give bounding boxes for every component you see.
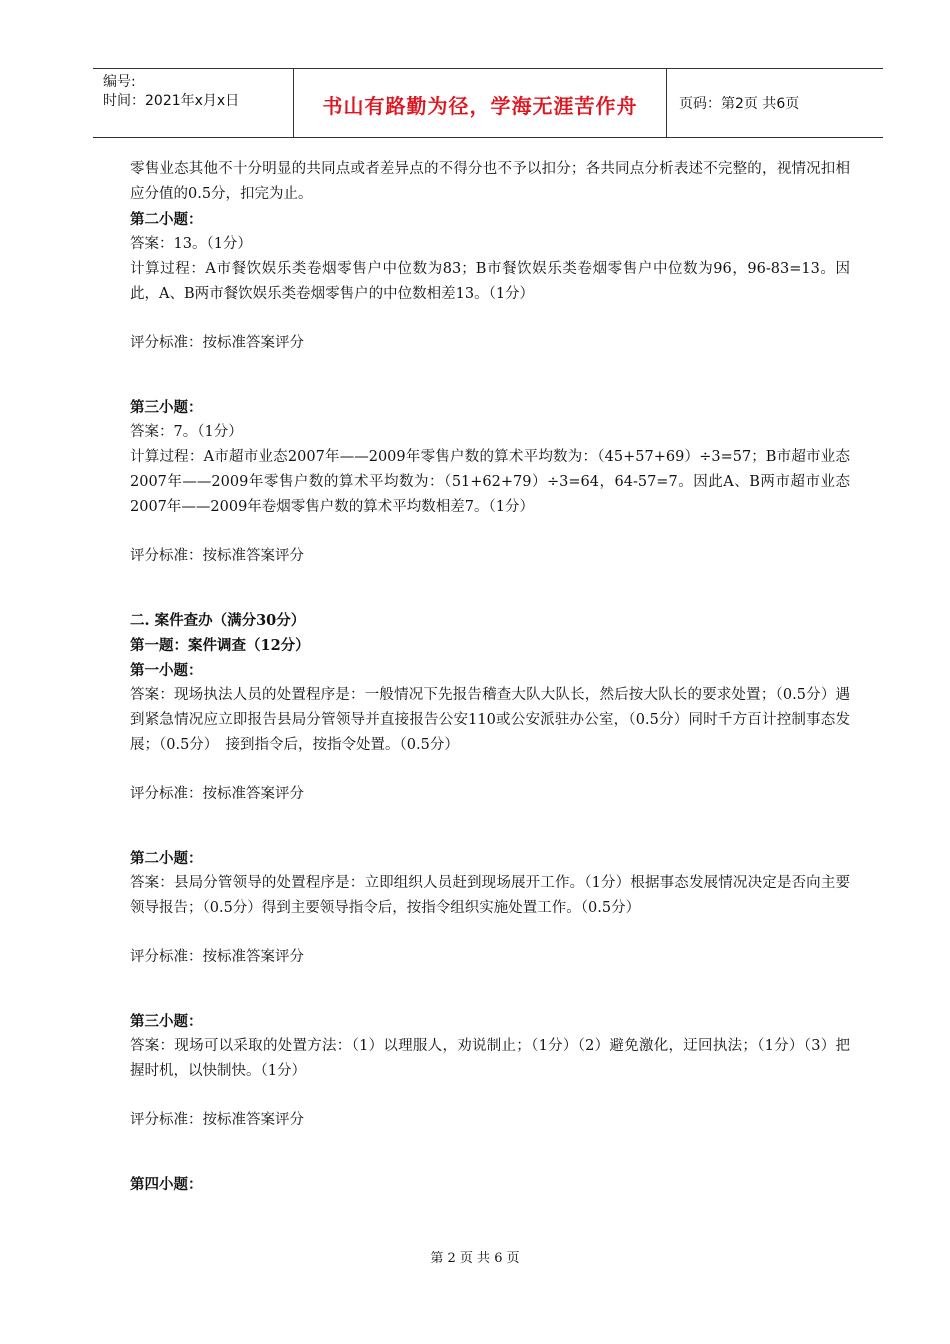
paragraph: 答案：7。（1分） bbox=[130, 424, 243, 440]
section-heading: 第四小题： bbox=[130, 1176, 203, 1193]
header-motto-cell bbox=[294, 69, 667, 137]
section-heading: 第一题：案件调查（12分） bbox=[130, 637, 310, 654]
paragraph: 计算过程：A市餐饮娱乐类卷烟零售户中位数为83；B市餐饮娱乐类卷烟零售户中位数为96，96-83=13。因此，A、B两市餐饮娱乐类卷烟零售户的中位数相差13。（1分） bbox=[130, 261, 850, 302]
paragraph: 评分标准：按标准答案评分 bbox=[130, 1112, 304, 1128]
paragraph-spacer bbox=[130, 970, 850, 1009]
paragraph-spacer bbox=[130, 1133, 850, 1172]
paragraph-spacer bbox=[130, 807, 850, 846]
section-heading: 第三小题： bbox=[130, 1013, 203, 1030]
header-page-label: 页码：第2页 共6页 bbox=[679, 96, 800, 112]
header-page-cell bbox=[667, 69, 883, 137]
header-motto: 书山有路勤为径，学海无涯苦作舟 bbox=[322, 94, 638, 118]
paragraph-spacer bbox=[130, 569, 850, 608]
section-heading: 第三小题： bbox=[130, 399, 203, 416]
paragraph: 答案：县局分管领导的处置程序是：立即组织人员赶到现场展开工作。（1分）根据事态发展情况决定是否向主要领导报告；（0.5分）得到主要领导指令后，按指令组织实施处置工作。（0.5分） bbox=[130, 875, 850, 916]
section-heading: 第二小题： bbox=[130, 850, 203, 867]
section-heading: 第二小题： bbox=[130, 211, 203, 228]
paragraph: 评分标准：按标准答案评分 bbox=[130, 335, 304, 351]
section-heading: 第一小题： bbox=[130, 662, 203, 679]
section-heading: 二. 案件查办（满分30分） bbox=[130, 612, 306, 629]
header-info-cell bbox=[93, 69, 294, 137]
page-header bbox=[93, 68, 883, 138]
paragraph: 评分标准：按标准答案评分 bbox=[130, 548, 304, 564]
serial-label: 编号: bbox=[103, 74, 136, 90]
paragraph: 零售业态其他不十分明显的共同点或者差异点的不得分也不予以扣分；各共同点分析表述不完整的，视情况扣相应分值的0.5分，扣完为止。 bbox=[130, 161, 850, 202]
page-footer: 第 2 页 共 6 页 bbox=[430, 1251, 520, 1266]
paragraph-spacer bbox=[130, 758, 850, 782]
paragraph: 计算过程：A市超市业态2007年——2009年零售户数的算术平均数为：（45+57+69）÷3=57；B市超市业态2007年——2009年零售户数的算术平均数为：（51+62+79）÷3=64，64-57=7。因此A、B两市超市业态2007年——2009年卷烟零售户数的算术平均数相差7。（1分） bbox=[130, 449, 850, 515]
time-label: 时间：2021年x月x日 bbox=[103, 93, 240, 109]
paragraph: 答案：13。（1分） bbox=[130, 236, 252, 252]
document-body bbox=[130, 157, 850, 1197]
paragraph-spacer bbox=[130, 307, 850, 331]
paragraph: 评分标准：按标准答案评分 bbox=[130, 786, 304, 802]
paragraph: 评分标准：按标准答案评分 bbox=[130, 949, 304, 965]
paragraph-spacer bbox=[130, 520, 850, 544]
paragraph-spacer bbox=[130, 921, 850, 945]
paragraph-spacer bbox=[130, 1084, 850, 1108]
paragraph-spacer bbox=[130, 356, 850, 395]
paragraph: 答案：现场可以采取的处置方法：（1）以理服人，劝说制止；（1分）（2）避免激化，迂回执法；（1分）（3）把握时机，以快制快。（1分） bbox=[130, 1038, 850, 1079]
paragraph: 答案：现场执法人员的处置程序是：一般情况下先报告稽查大队大队长，然后按大队长的要求处置；（0.5分）遇到紧急情况应立即报告县局分管领导并直接报告公安110或公安派驻办公室，（0.5分）同时千方百计控制事态发展；（0.5分） 接到指令后，按指令处置。（0.5分） bbox=[130, 687, 850, 753]
